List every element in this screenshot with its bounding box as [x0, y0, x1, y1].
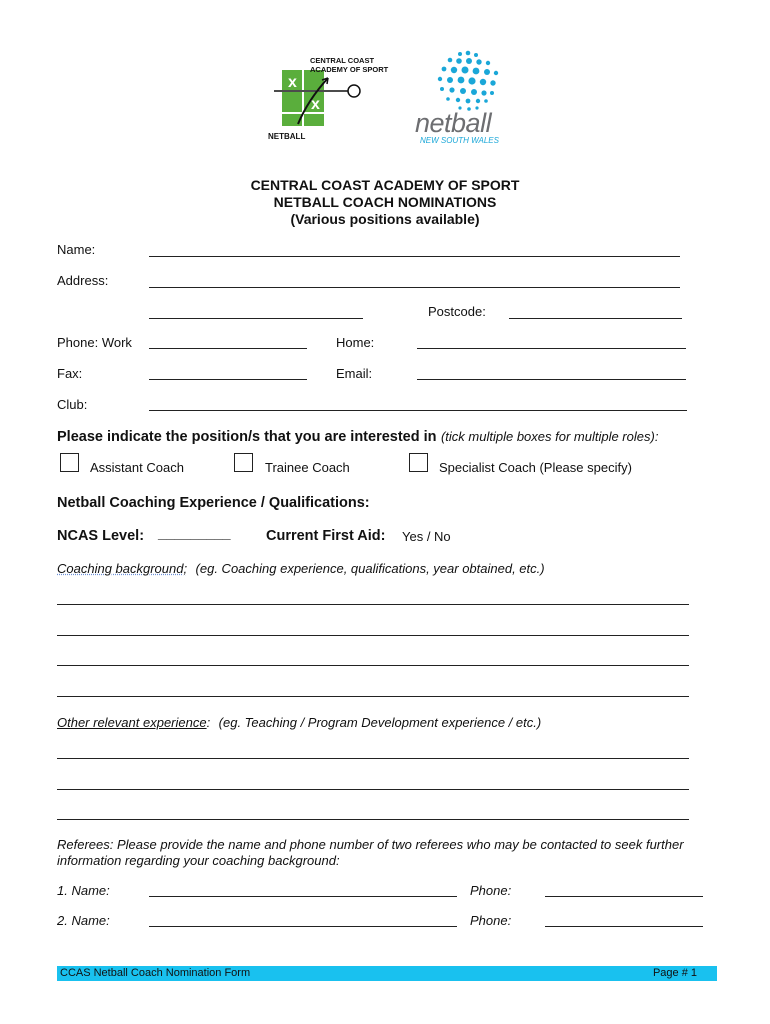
referee-1-phone-label: Phone: [470, 883, 512, 898]
coaching-background-prompt [57, 560, 545, 578]
other-experience-prompt [57, 714, 541, 732]
ncas-level-field[interactable]: _________ [158, 526, 231, 542]
footer-page-number: Page # 1 [652, 967, 697, 979]
postcode-field[interactable] [509, 318, 682, 319]
positions-heading [57, 428, 658, 446]
address-label: Address: [57, 273, 109, 288]
postcode-label: Postcode: [428, 304, 486, 319]
referee-1-name-label: 1. Name: [57, 883, 110, 898]
fax-field[interactable] [149, 379, 307, 380]
other-experience-label: Other relevant experience [57, 715, 207, 730]
assistant-coach-checkbox[interactable] [60, 453, 79, 472]
phone-work-field[interactable] [149, 348, 307, 349]
netball-nsw-logo [412, 48, 522, 148]
referee-1-phone-field[interactable] [545, 896, 703, 897]
coaching-background-line-1[interactable] [57, 604, 689, 605]
coaching-background-label: Coaching background; [57, 561, 188, 576]
coaching-background-hint: (eg. Coaching experience, qualifications, year obtained, etc.) [195, 561, 545, 576]
positions-heading-text: Please indicate the position/s that you are interested in [57, 429, 437, 445]
footer-form-title: CCAS Netball Coach Nomination Form [60, 967, 251, 979]
referee-1-name-field[interactable] [149, 896, 457, 897]
svg-text:x: x [311, 96, 320, 113]
home-phone-field[interactable] [417, 348, 686, 349]
trainee-coach-checkbox[interactable] [234, 453, 253, 472]
referee-2-phone-field[interactable] [545, 926, 703, 927]
assistant-coach-label: Assistant Coach [90, 460, 184, 475]
coaching-background-line-3[interactable] [57, 665, 689, 666]
other-experience-hint: (eg. Teaching / Program Development experience / etc.) [218, 715, 542, 730]
other-experience-line-3[interactable] [57, 819, 689, 820]
ccas-logo-sub: NETBALL [268, 132, 306, 141]
referee-2-phone-label: Phone: [470, 913, 512, 928]
club-field[interactable] [149, 410, 687, 411]
netball-nsw-sub: NEW SOUTH WALES [420, 136, 499, 145]
name-label: Name: [57, 242, 96, 257]
experience-heading: Netball Coaching Experience / Qualifications: [57, 495, 370, 511]
club-label: Club: [57, 397, 88, 412]
ccas-logo-line2: ACADEMY OF SPORT [310, 65, 389, 74]
svg-text:x: x [288, 74, 297, 91]
email-label: Email: [336, 366, 373, 381]
ncas-level-label: NCAS Level: [57, 528, 145, 544]
page-title-line2: NETBALL COACH NOMINATIONS [273, 194, 497, 210]
first-aid-label: Current First Aid: [266, 528, 386, 544]
ccas-logo [268, 52, 398, 147]
trainee-coach-label: Trainee Coach [265, 460, 350, 475]
address-field-1[interactable] [149, 287, 680, 288]
ccas-logo-line1: CENTRAL COAST [310, 56, 375, 65]
other-experience-line-2[interactable] [57, 789, 689, 790]
positions-hint: (tick multiple boxes for multiple roles): [440, 429, 659, 444]
referee-2-name-field[interactable] [149, 926, 457, 927]
address-field-2[interactable] [149, 318, 363, 319]
other-experience-colon: : [206, 715, 211, 730]
footer-bar [57, 966, 717, 981]
netball-nsw-wordmark: netball [415, 108, 492, 138]
page-title-line1: CENTRAL COAST ACADEMY OF SPORT [250, 177, 520, 193]
first-aid-value[interactable]: Yes / No [402, 529, 451, 544]
email-field[interactable] [417, 379, 686, 380]
home-label: Home: [336, 335, 375, 350]
specialist-coach-checkbox[interactable] [409, 453, 428, 472]
other-experience-line-1[interactable] [57, 758, 689, 759]
specialist-coach-label: Specialist Coach (Please specify) [439, 460, 632, 475]
coaching-background-line-2[interactable] [57, 635, 689, 636]
referees-intro: Referees: Please provide the name and phone number of two referees who may be contacted to seek further information regarding your coaching background: [57, 837, 684, 868]
referee-2-name-label: 2. Name: [57, 913, 110, 928]
netball-ball-icon [412, 48, 522, 113]
coaching-background-line-4[interactable] [57, 696, 689, 697]
page-title-line3: (Various positions available) [290, 211, 480, 227]
fax-label: Fax: [57, 366, 83, 381]
phone-work-label: Phone: Work [57, 335, 132, 350]
name-field[interactable] [149, 256, 680, 257]
